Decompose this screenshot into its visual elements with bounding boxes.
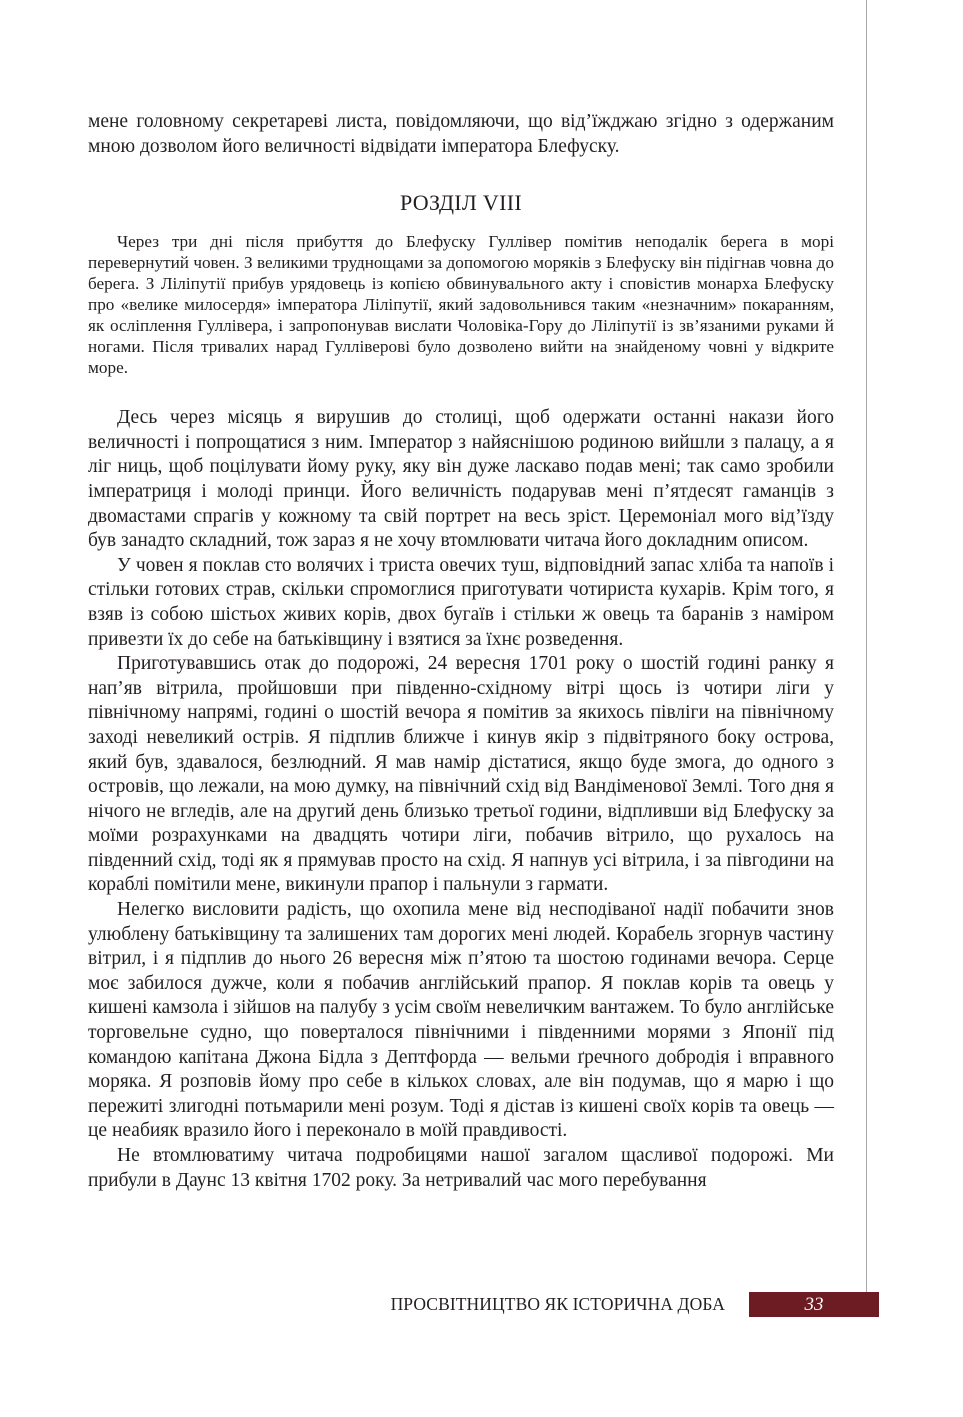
body-paragraph: Не втомлюватиму читача подробицями нашої загалом щасливої подорожі. Ми прибули в Даунс 13 квітня 1702 року. За нетривалий час мого перебування (88, 1145, 834, 1191)
body-paragraph: Приготувавшись отак до подорожі, 24 вересня 1701 року о шостій годині ранку я нап’яв вітрила, пройшовши при південно-східному вітрі щось із чотири ліги у північному напрямі, годині о шостій вечора я помітив за якихось півліги на північному заході невеликий острів. Я підплив ближче і кинув якір з підвітряного боку острова, який був, здавалося, безлюдний. Я мав намір дістатися, якщо буде змога, до одного з островів, що лежали, на мою думку, на північний схід від Вандіменової Землі. Того дня я нічого не вгледів, але на другий день близько третьої години, відпливши від Блефуску за моїми розрахунками на двадцять чотири ліги, побачив вітрило, що рухалось на південний схід, тоді як я прямував просто на схід. Я напнув усі вітрила, і за півгодини на кораблі помітили мене, викинули прапор і пальнули з гармати. (88, 653, 834, 896)
chapter-summary: Через три дні після прибуття до Блефуску Гуллівер помітив неподалік берега в морі перевернутий човен. З великими труднощами за допомогою моряків з Блефуску він підігнав човна до берега. З Ліліпутії прибув урядовець із копією обвинувального акту і сповістив монарха Блефуску про «велике милосердя» імператора Ліліпутії, який задовольнився таким «незначним» покаранням, як осліплення Гуллівера, і запропонував вислати Чоловіка-Гору до Ліліпутії із зв’язаними руками й ногами. Після тривалих нарад Гулліверові було дозволено вийти на знайденому човні у відкрите море. (88, 232, 834, 378)
running-footer-title: ПРОСВІТНИЦТВО ЯК ІСТОРИЧНА ДОБА (390, 1294, 725, 1314)
opening-paragraph: мене головному секретареві листа, повідомляючи, що від’їжджаю згідно з одержаним мною дозволом його величності відвідати імператора Блефуску. (88, 111, 834, 157)
body-paragraph: Десь через місяць я вирушив до столиці, щоб одержати останні накази його величності і попрощатися з ним. Імператор з найяснішою родиною вийшли з палацу, а я ліг ниць, щоб поцілувати йому руку, яку він дуже ласкаво подав мені; так само зробили імператриця і молоді принци. Його величність подарував мені п’ятдесят гаманців з двомастами спрагів у кожному та свій портрет на весь зріст. Церемоніал мого від’їзду був занадто складний, тож зараз я не хочу втомлювати читача його докладним описом. (88, 407, 834, 552)
page-number: 33 (804, 1294, 824, 1315)
chapter-title: РОЗДІЛ VIII (400, 190, 522, 216)
page-edge-rule (866, 0, 867, 1307)
page-content (88, 110, 834, 1193)
body-paragraph: У човен я поклав сто волячих і триста овечих туш, відповідний запас хліба та напоїв і стільки готових страв, скільки спромоглися приготувати чотириста кухарів. Крім того, я взяв із собою шістьох живих корів, двох бугаїв і стільки ж овець та баранів з наміром привезти їх до себе на батьківщину і взятися за їхнє розведення. (88, 554, 834, 650)
page-number-box (749, 1292, 879, 1317)
body-paragraph: Нелегко висловити радість, що охопила мене від несподіваної надії побачити знов улюблену батьківщину та залишених там дорогих мені людей. Корабель згорнув частину вітрил, і я підплив до нього 26 вересня між п’ятою та шостою годинами вечора. Серце моє забилося дужче, коли я побачив англійський прапор. Я поклав корів та овець у кишені камзола і зійшов на палубу з усім своїм невеличким вантажем. То було англійське торговельне судно, що поверталося північними і південними морями з Японії під командою капітана Джона Бідла з Дептфорда — вельми ґречного добродія і вправного моряка. Я розповів йому про себе в кількох словах, але він подумав, що я марю і що пережиті злигодні потьмарили мені розум. Тоді я дістав із кишені своїх корів та овець — це неабияк вразило його і переконало в моїй правдивості. (88, 899, 834, 1142)
